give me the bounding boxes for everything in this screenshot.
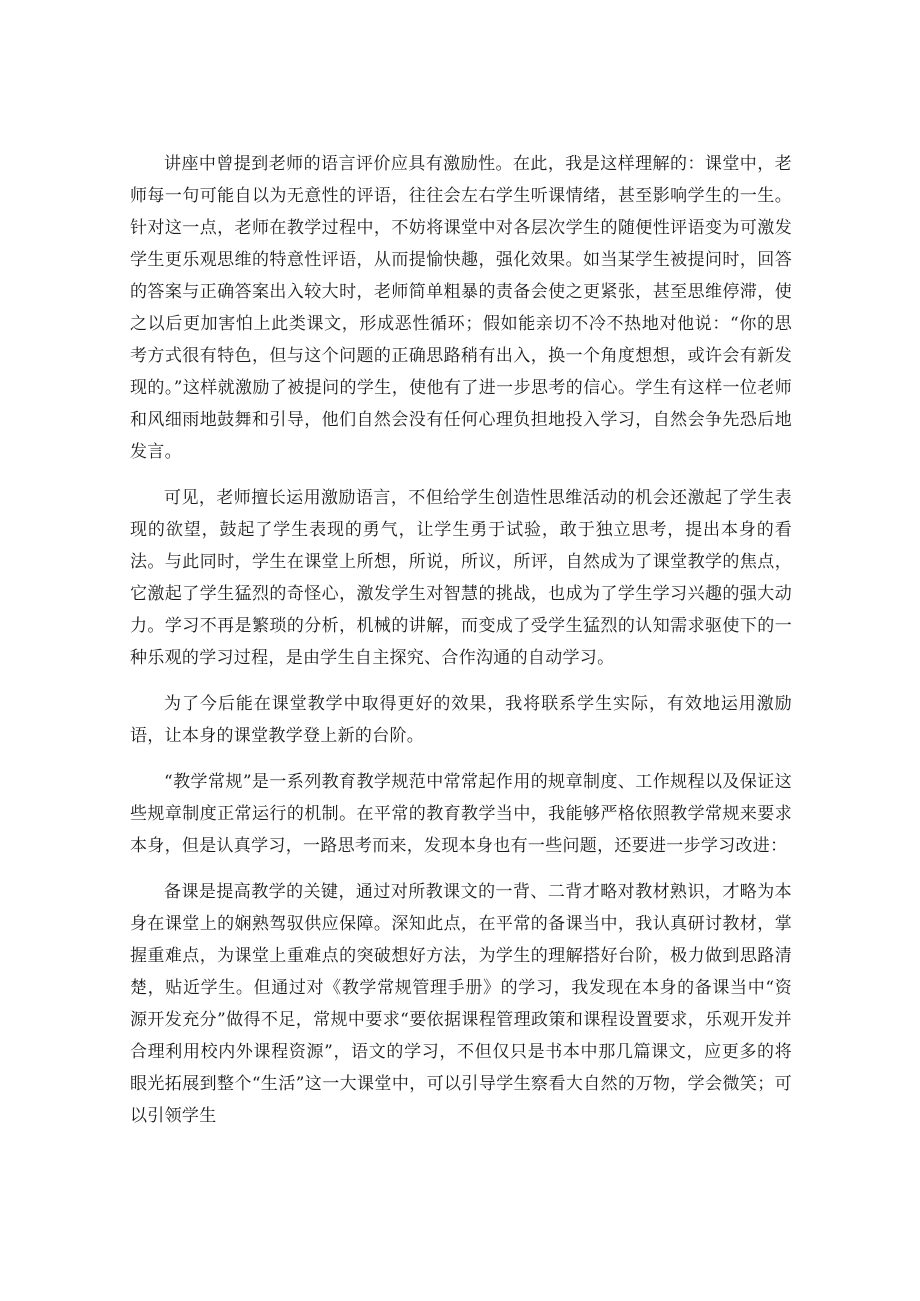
paragraph-lesson-preparation: 备课是提高教学的关键，通过对所教课文的一背、二背才略对教材熟识，才略为本身在课堂上的娴熟驾驭供应保障。深知此点，在平常的备课当中，我认真研讨教材，掌握重难点，为课堂上重难点的突破想好方法，为学生的理解搭好台阶，极力做到思路清楚，贴近学生。但通过对《教学常规管理手册》的学习，我发现在本身的备课当中“资源开发充分”做得不足，常规中要求“要依据课程管理政策和课程设置要求，乐观开发并合理利用校内外课程资源”，语文的学习，不但仅只是书本中那几篇课文，应更多的将眼光拓展到整个“生活”这一大课堂中，可以引导学生察看大自然的万物，学会微笑；可以引领学生: [130, 882, 792, 1126]
paragraph-future-plan: 为了今后能在课堂教学中取得更好的效果，我将联系学生实际，有效地运用激励语，让本身的课堂教学登上新的台阶。: [130, 694, 792, 746]
paragraph-benefits-of-encouragement: 可见，老师擅长运用激励语言，不但给学生创造性思维活动的机会还激起了学生表现的欲望，鼓起了学生表现的勇气，让学生勇于试验，敢于独立思考，提出本身的看法。与此同时，学生在课堂上所想，所说，所议，所评，自然成为了课堂教学的焦点，它激起了学生猛烈的奇怪心，激发学生对智慧的挑战，也成为了学生学习兴趣的强大动力。学习不再是繁琐的分析，机械的讲解，而变成了受学生猛烈的认知需求驱使下的一种乐观的学习过程，是由学生自主探究、合作沟通的自动学习。: [130, 488, 792, 668]
paragraph-encouraging-language: 讲座中曾提到老师的语言评价应具有激励性。在此，我是这样理解的：课堂中，老师每一句可能自以为无意性的评语，往往会左右学生听课情绪，甚至影响学生的一生。针对这一点，老师在教学过程中，不妨将课堂中对各层次学生的随便性评语变为可激发学生更乐观思维的特意性评语，从而提愉快趣，强化效果。如当某学生被提问时，回答的答案与正确答案出入较大时，老师简单粗暴的责备会使之更紧张，甚至思维停滞，使之以后更加害怕上此类课文，形成恶性循环；假如能亲切不冷不热地对他说：“你的思考方式很有特色，但与这个问题的正确思路稍有出入，换一个角度想想，或许会有新发现的。”这样就激励了被提问的学生，使他有了进一步思考的信心。学生有这样一位老师和风细雨地鼓舞和引导，他们自然会没有任何心理负担地投入学习，自然会争先恐后地发言。: [130, 154, 792, 462]
document-body: [130, 148, 792, 1146]
paragraph-teaching-routine: “教学常规”是一系列教育教学规范中常常起作用的规章制度、工作规程以及保证这些规章制度正常运行的机制。在平常的教育教学当中，我能够严格依照教学常规来要求本身，但是认真学习，一路思考而来，发现本身也有一些问题，还要进一步学习改进：: [130, 772, 792, 856]
